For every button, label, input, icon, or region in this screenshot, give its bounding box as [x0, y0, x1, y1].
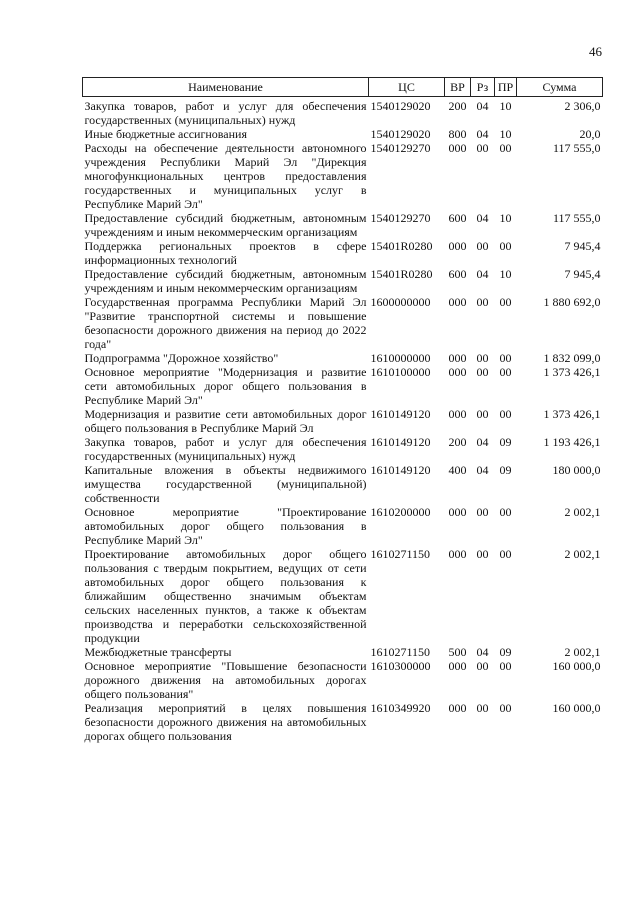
row-vr: 800	[448, 127, 467, 141]
row-pr: 09	[499, 645, 512, 659]
row-pr: 09	[499, 435, 512, 449]
budget-table	[82, 77, 603, 743]
row-cs: 1610149120	[370, 463, 431, 477]
row-sum: 1 193 426,1	[543, 435, 601, 449]
row-name: Основное мероприятие "Проектирование автомобильных дорог общего пользования в Республике Марий Эл"	[84, 505, 367, 547]
row-sum: 20,0	[579, 127, 601, 141]
row-vr: 600	[448, 211, 467, 225]
row-vr: 000	[448, 407, 467, 421]
row-cs: 1610300000	[370, 659, 431, 673]
row-pr: 00	[499, 659, 512, 673]
row-sum: 7 945,4	[564, 267, 601, 281]
row-vr: 000	[448, 239, 467, 253]
row-pr: 00	[499, 295, 512, 309]
table-row	[83, 463, 603, 505]
table-row	[83, 295, 603, 351]
row-name: Проектирование автомобильных дорог общего пользования с твердым покрытием, ведущих от сети автомобильных дорог общего пользования к ближайшим общественно значимым объектам сельских населенных пунктов, а также к объектам производства и переработки сельскохозяйственной продукции	[84, 547, 367, 645]
row-name: Расходы на обеспечение деятельности автономного учреждения Республики Марий Эл "Дирекция многофункциональных центров предоставления государственных и муниципальных услуг в Республике Марий Эл"	[84, 141, 367, 211]
row-name: Предоставление субсидий бюджетным, автономным учреждениям и иным некоммерческим организациям	[84, 211, 367, 239]
row-cs: 15401R0280	[370, 267, 433, 281]
table-row	[83, 407, 603, 435]
row-vr: 000	[448, 141, 467, 155]
row-cs: 1540129270	[370, 211, 431, 225]
row-name: Межбюджетные трансферты	[84, 645, 232, 659]
row-pr: 10	[499, 99, 512, 113]
row-rz: 04	[476, 645, 489, 659]
row-pr: 10	[499, 211, 512, 225]
row-name: Иные бюджетные ассигнования	[84, 127, 247, 141]
header-pr: ПР	[495, 78, 517, 97]
row-name: Предоставление субсидий бюджетным, автономным учреждениям и иным некоммерческим организациям	[84, 267, 367, 295]
row-rz: 04	[476, 99, 489, 113]
row-sum: 7 945,4	[564, 239, 601, 253]
row-name: Государственная программа Республики Марий Эл "Развитие транспортной системы и повышение безопасности дорожного движения на период до 2022 года"	[84, 295, 367, 351]
row-pr: 10	[499, 267, 512, 281]
row-vr: 000	[448, 365, 467, 379]
row-name: Реализация мероприятий в целях повышения безопасности дорожного движения на автомобильных дорогах общего пользования	[84, 701, 367, 743]
row-pr: 10	[499, 127, 512, 141]
row-cs: 1610149120	[370, 407, 431, 421]
row-rz: 04	[476, 463, 489, 477]
table-row	[83, 239, 603, 267]
row-sum: 1 832 099,0	[543, 351, 601, 365]
row-cs: 1540129020	[370, 99, 431, 113]
row-cs: 1540129020	[370, 127, 431, 141]
row-rz: 00	[476, 351, 489, 365]
row-pr: 00	[499, 239, 512, 253]
header-name: Наименование	[83, 78, 369, 97]
row-name: Закупка товаров, работ и услуг для обеспечения государственных (муниципальных) нужд	[84, 99, 367, 127]
table-row	[83, 365, 603, 407]
table-row	[83, 435, 603, 463]
table-row	[83, 141, 603, 211]
row-vr: 400	[448, 463, 467, 477]
row-pr: 00	[499, 505, 512, 519]
table-header	[83, 78, 603, 97]
row-name: Закупка товаров, работ и услуг для обеспечения государственных (муниципальных) нужд	[84, 435, 367, 463]
table-row	[83, 645, 603, 659]
row-cs: 1610271150	[370, 547, 431, 561]
row-name: Основное мероприятие "Повышение безопасности дорожного движения на автомобильных дорогах общего пользования"	[84, 659, 367, 701]
table-row	[83, 351, 603, 365]
row-sum: 2 306,0	[564, 99, 601, 113]
row-rz: 00	[476, 141, 489, 155]
row-sum: 2 002,1	[564, 547, 601, 561]
row-pr: 00	[499, 701, 512, 715]
row-name: Поддержка региональных проектов в сфере информационных технологий	[84, 239, 367, 267]
row-sum: 160 000,0	[552, 701, 601, 715]
row-pr: 00	[499, 141, 512, 155]
row-cs: 1540129270	[370, 141, 431, 155]
table-row	[83, 659, 603, 701]
row-cs: 1610349920	[370, 701, 431, 715]
table-row	[83, 267, 603, 295]
row-name: Модернизация и развитие сети автомобильных дорог общего пользования в Республике Марий Эл	[84, 407, 367, 435]
table-body	[83, 97, 603, 744]
row-cs: 15401R0280	[370, 239, 433, 253]
header-vr: ВР	[445, 78, 471, 97]
table-row	[83, 701, 603, 743]
row-vr: 000	[448, 701, 467, 715]
row-pr: 09	[499, 463, 512, 477]
row-rz: 00	[476, 701, 489, 715]
table-row	[83, 505, 603, 547]
header-cs: ЦС	[369, 78, 445, 97]
row-cs: 1610149120	[370, 435, 431, 449]
row-vr: 000	[448, 547, 467, 561]
row-sum: 2 002,1	[564, 505, 601, 519]
row-rz: 00	[476, 547, 489, 561]
row-rz: 00	[476, 505, 489, 519]
header-rz: Рз	[471, 78, 495, 97]
row-cs: 1610271150	[370, 645, 431, 659]
row-cs: 1610200000	[370, 505, 431, 519]
row-sum: 1 373 426,1	[543, 365, 601, 379]
row-cs: 1610000000	[370, 351, 431, 365]
row-name: Подпрограмма "Дорожное хозяйство"	[84, 351, 279, 365]
row-rz: 04	[476, 435, 489, 449]
row-name: Капитальные вложения в объекты недвижимого имущества государственной (муниципальной) собственности	[84, 463, 367, 505]
row-rz: 04	[476, 127, 489, 141]
row-pr: 00	[499, 365, 512, 379]
row-rz: 00	[476, 407, 489, 421]
row-rz: 00	[476, 365, 489, 379]
row-vr: 200	[448, 99, 467, 113]
row-rz: 00	[476, 239, 489, 253]
row-vr: 000	[448, 295, 467, 309]
row-rz: 04	[476, 211, 489, 225]
row-pr: 00	[499, 351, 512, 365]
row-sum: 160 000,0	[552, 659, 601, 673]
row-rz: 00	[476, 659, 489, 673]
row-pr: 00	[499, 547, 512, 561]
page-number: 46	[589, 44, 602, 59]
row-sum: 1 373 426,1	[543, 407, 601, 421]
row-sum: 180 000,0	[552, 463, 601, 477]
row-vr: 000	[448, 659, 467, 673]
row-sum: 1 880 692,0	[543, 295, 601, 309]
table-row	[83, 211, 603, 239]
row-cs: 1600000000	[370, 295, 431, 309]
row-vr: 000	[448, 351, 467, 365]
row-sum: 117 555,0	[552, 211, 601, 225]
row-vr: 000	[448, 505, 467, 519]
row-vr: 200	[448, 435, 467, 449]
row-rz: 00	[476, 295, 489, 309]
table-row	[83, 547, 603, 645]
table-row	[83, 127, 603, 141]
row-vr: 500	[448, 645, 467, 659]
row-vr: 600	[448, 267, 467, 281]
row-sum: 117 555,0	[552, 141, 601, 155]
header-sum: Сумма	[517, 78, 603, 97]
table-row	[83, 97, 603, 128]
row-pr: 00	[499, 407, 512, 421]
row-sum: 2 002,1	[564, 645, 601, 659]
row-rz: 04	[476, 267, 489, 281]
row-name: Основное мероприятие "Модернизация и развитие сети автомобильных дорог общего пользования в Республике Марий Эл"	[84, 365, 367, 407]
row-cs: 1610100000	[370, 365, 431, 379]
